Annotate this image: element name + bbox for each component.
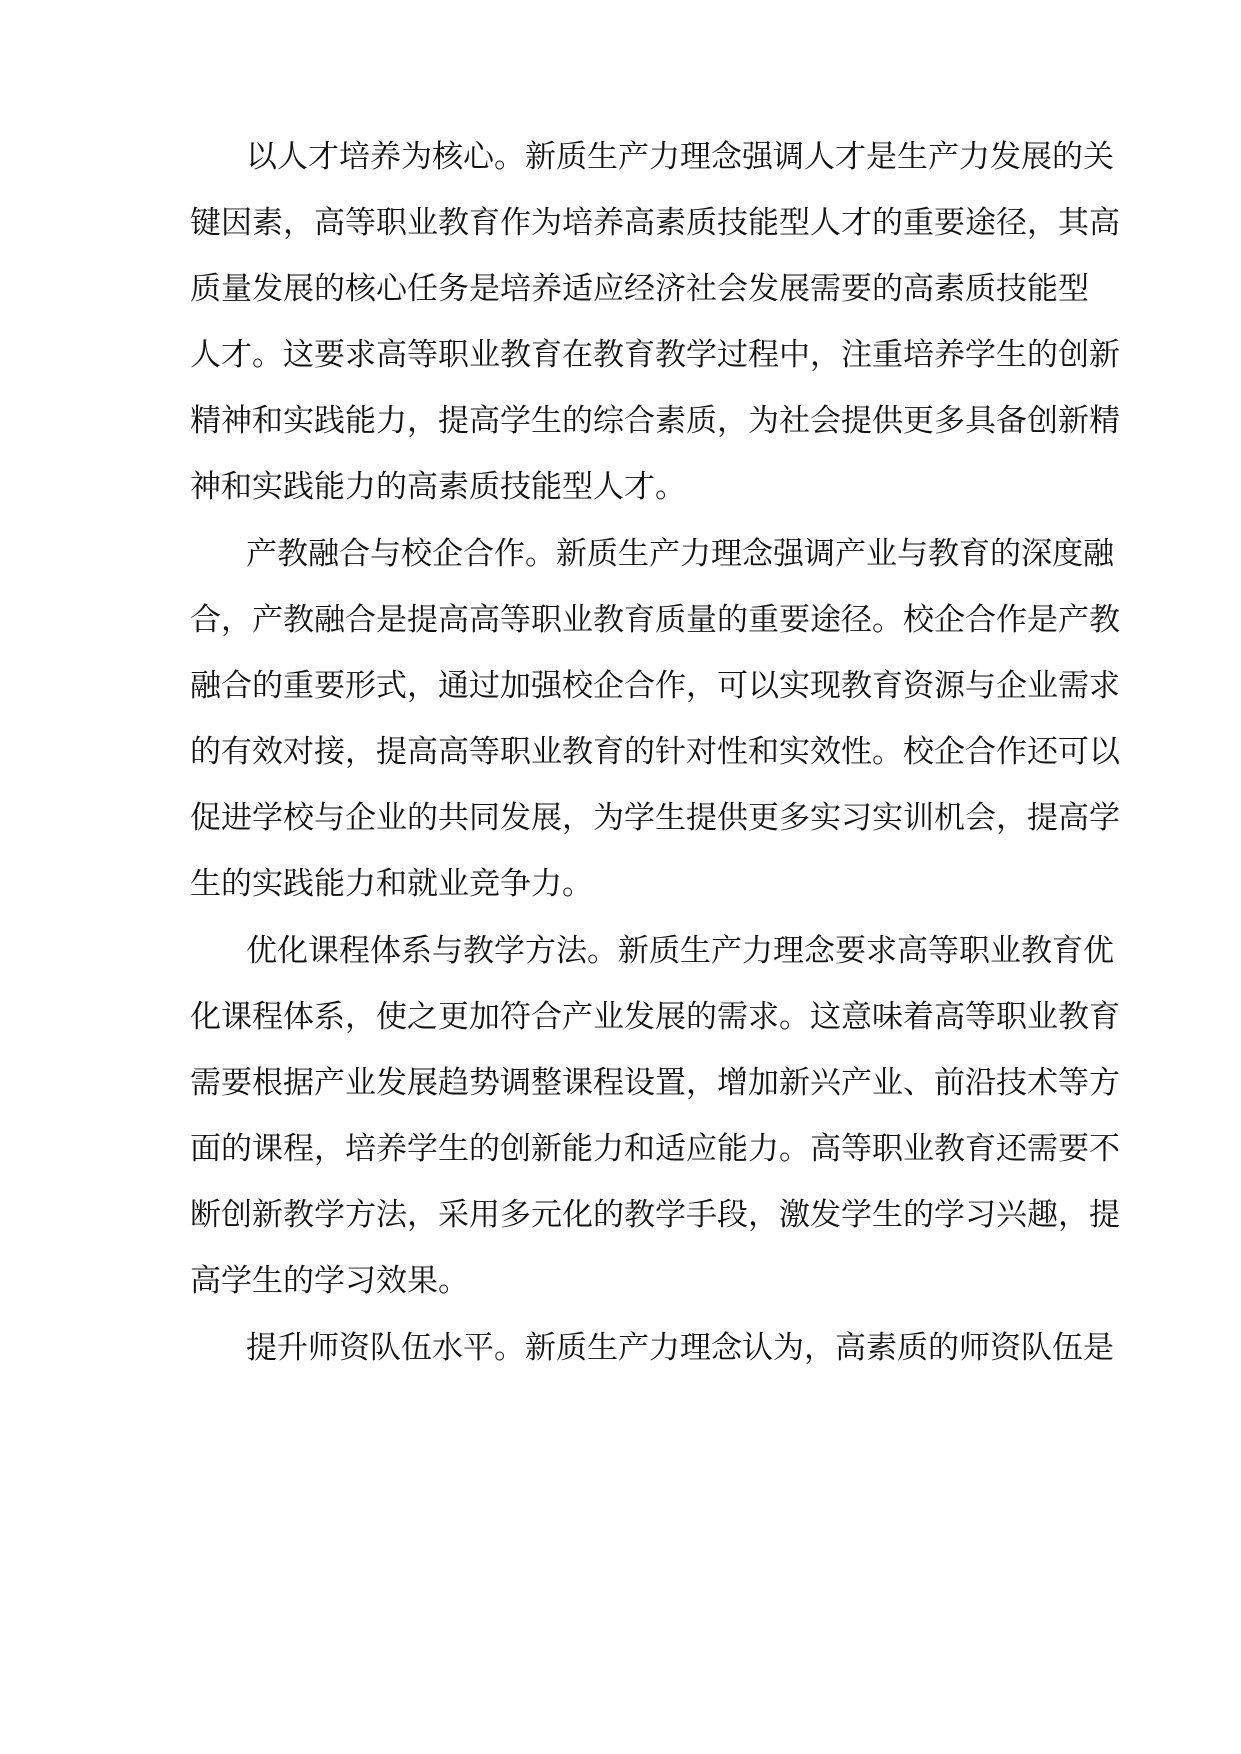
text-line: 合，产教融合是提高高等职业教育质量的重要途径。校企合作是产教 (190, 602, 1120, 638)
text-line: 生的实践能力和就业竞争力。 (190, 866, 593, 902)
text-line: 产教融合与校企合作。新质生产力理念强调产业与教育的深度融 (246, 536, 1114, 572)
text-line: 需要根据产业发展趋势调整课程设置，增加新兴产业、前沿技术等方 (190, 1065, 1120, 1101)
text-line: 提升师资队伍水平。新质生产力理念认为，高素质的师资队伍是 (246, 1330, 1114, 1366)
text-line: 高学生的学习效果。 (190, 1263, 469, 1299)
text-line: 面的课程，培养学生的创新能力和适应能力。高等职业教育还需要不 (190, 1131, 1120, 1167)
text-line: 促进学校与企业的共同发展，为学生提供更多实习实训机会，提高学 (190, 800, 1120, 836)
text-line: 断创新教学方法，采用多元化的教学手段，激发学生的学习兴趣，提 (190, 1197, 1120, 1233)
text-line: 键因素，高等职业教育作为培养高素质技能型人才的重要途径，其高 (190, 205, 1120, 241)
text-line: 质量发展的核心任务是培养适应经济社会发展需要的高素质技能型 (190, 271, 1089, 307)
text-line: 融合的重要形式，通过加强校企合作，可以实现教育资源与企业需求 (190, 668, 1120, 704)
text-line: 化课程体系，使之更加符合产业发展的需求。这意味着高等职业教育 (190, 999, 1120, 1035)
text-line: 神和实践能力的高素质技能型人才。 (190, 469, 686, 505)
text-line: 人才。这要求高等职业教育在教育教学过程中，注重培养学生的创新 (190, 337, 1120, 373)
text-line: 精神和实践能力，提高学生的综合素质，为社会提供更多具备创新精 (190, 403, 1120, 439)
text-line: 优化课程体系与教学方法。新质生产力理念要求高等职业教育优 (246, 933, 1114, 969)
text-line: 的有效对接，提高高等职业教育的针对性和实效性。校企合作还可以 (190, 734, 1120, 770)
text-line: 以人才培养为核心。新质生产力理念强调人才是生产力发展的关 (246, 139, 1114, 175)
